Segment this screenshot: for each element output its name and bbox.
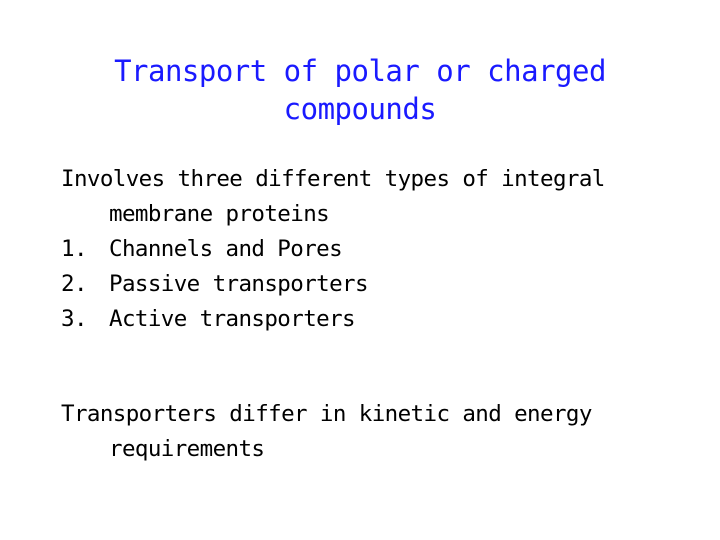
list-item xyxy=(61,232,701,267)
note-line-2: requirements xyxy=(109,436,265,462)
list-item-number: 2. xyxy=(61,271,87,297)
list-item-number: 3. xyxy=(61,306,87,332)
list-item-text: Active transporters xyxy=(109,306,355,332)
list-item xyxy=(61,267,701,302)
list-item-text: Passive transporters xyxy=(109,271,368,297)
protein-types-block xyxy=(61,162,701,337)
intro-line-1: Involves three different types of integral xyxy=(61,166,605,192)
list-item-text: Channels and Pores xyxy=(109,236,343,262)
slide-title-line-2: compounds xyxy=(283,92,437,126)
list-item-number: 1. xyxy=(61,236,87,262)
list-item xyxy=(61,302,701,337)
slide-title xyxy=(40,52,680,128)
slide-title-line-1: Transport of polar or charged xyxy=(114,54,606,88)
intro-line-2: membrane proteins xyxy=(109,201,330,227)
transporters-note-block xyxy=(61,397,701,467)
note-line-1: Transporters differ in kinetic and energy xyxy=(61,401,592,427)
